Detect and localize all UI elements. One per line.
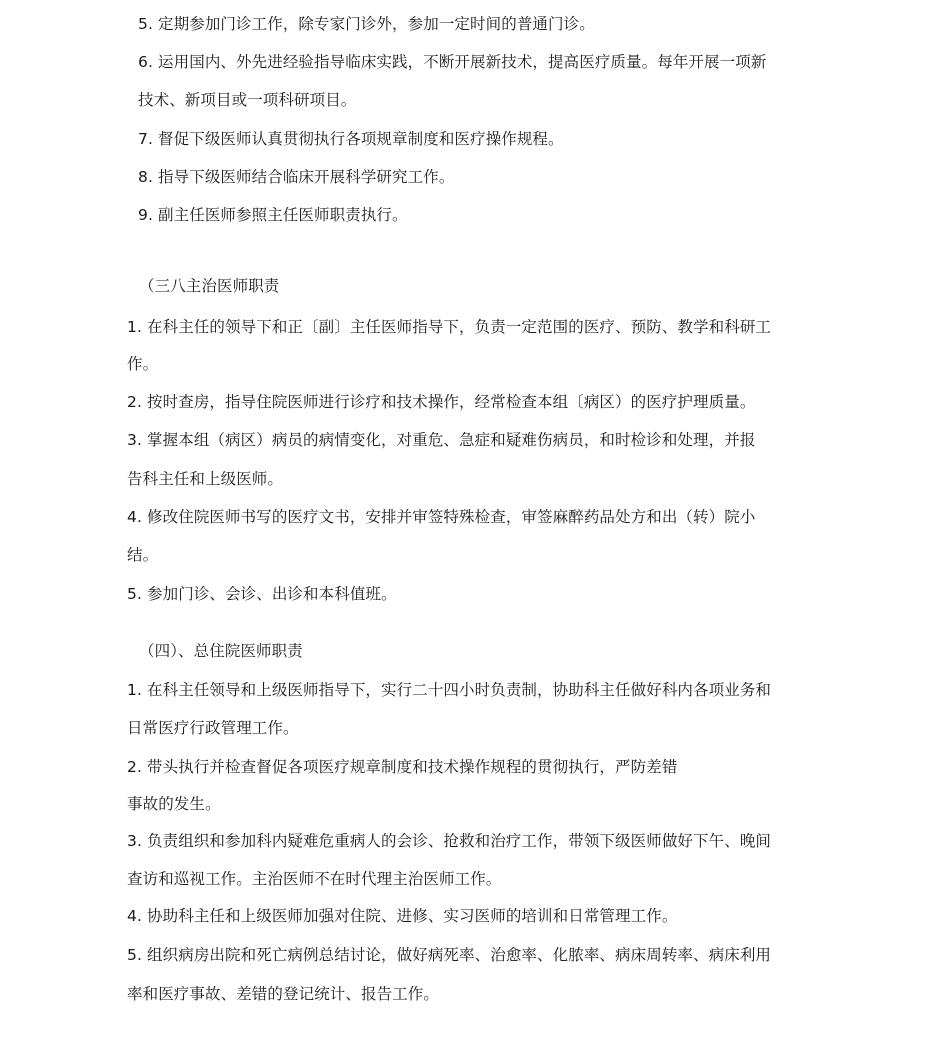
deputy-duty-6-cont: 技术、新项目或一项科研项目。 bbox=[138, 91, 357, 109]
attending-duty-1-cont: 作。 bbox=[127, 355, 159, 373]
chief-resident-duty-5: 5. 组织病房出院和死亡病例总结讨论，做好病死率、治愈率、化脓率、病床周转率、病床利用 bbox=[127, 946, 772, 964]
attending-duty-5: 5. 参加门诊、会诊、出诊和本科值班。 bbox=[127, 585, 397, 603]
chief-resident-duty-5-cont: 率和医疗事故、差错的登记统计、报告工作。 bbox=[127, 985, 440, 1003]
attending-heading: （三八主治医师职责 bbox=[139, 277, 280, 295]
chief-resident-duty-3: 3. 负责组织和参加科内疑难危重病人的会诊、抢救和治疗工作，带领下级医师做好下午、晚间 bbox=[127, 832, 772, 850]
chief-resident-duty-1: 1. 在科主任领导和上级医师指导下，实行二十四小时负责制，协助科主任做好科内各项业务和 bbox=[127, 681, 772, 699]
chief-resident-duty-2-cont: 事故的发生。 bbox=[127, 795, 221, 813]
attending-duty-2: 2. 按时查房，指导住院医师进行诊疗和技术操作，经常检查本组〔病区）的医疗护理质量。 bbox=[127, 393, 756, 411]
chief-resident-heading: （四）、总住院医师职责 bbox=[139, 642, 303, 660]
attending-duty-4: 4. 修改住院医师书写的医疗文书，安排并审签特殊检查，审签麻醉药品处方和出（转）院小 bbox=[127, 508, 756, 526]
deputy-duty-9: 9. 副主任医师参照主任医师职责执行。 bbox=[138, 206, 408, 224]
attending-duty-4-cont: 结。 bbox=[127, 546, 159, 564]
chief-resident-duty-1-cont: 日常医疗行政管理工作。 bbox=[127, 719, 299, 737]
deputy-duty-7: 7. 督促下级医师认真贯彻执行各项规章制度和医疗操作规程。 bbox=[138, 130, 564, 148]
chief-resident-duty-2: 2. 带头执行并检查督促各项医疗规章制度和技术操作规程的贯彻执行，严防差错 bbox=[127, 758, 678, 776]
deputy-duty-5: 5. 定期参加门诊工作，除专家门诊外，参加一定时间的普通门诊。 bbox=[138, 15, 595, 33]
deputy-duty-6: 6. 运用国内、外先进经验指导临床实践，不断开展新技术，提高医疗质量。每年开展一项新 bbox=[138, 53, 767, 71]
attending-duty-3: 3. 掌握本组（病区）病员的病情变化，对重危、急症和疑难伤病员，和时检诊和处理，并报 bbox=[127, 431, 756, 449]
deputy-duty-8: 8. 指导下级医师结合临床开展科学研究工作。 bbox=[138, 168, 455, 186]
attending-duty-3-cont: 告科主任和上级医师。 bbox=[127, 470, 284, 488]
chief-resident-duty-3-cont: 查访和巡视工作。主治医师不在时代理主治医师工作。 bbox=[127, 870, 502, 888]
chief-resident-duty-4: 4. 协助科主任和上级医师加强对住院、进修、实习医师的培训和日常管理工作。 bbox=[127, 907, 678, 925]
attending-duty-1: 1. 在科主任的领导下和正〔副〕主任医师指导下，负责一定范围的医疗、预防、教学和科研工 bbox=[127, 318, 772, 336]
